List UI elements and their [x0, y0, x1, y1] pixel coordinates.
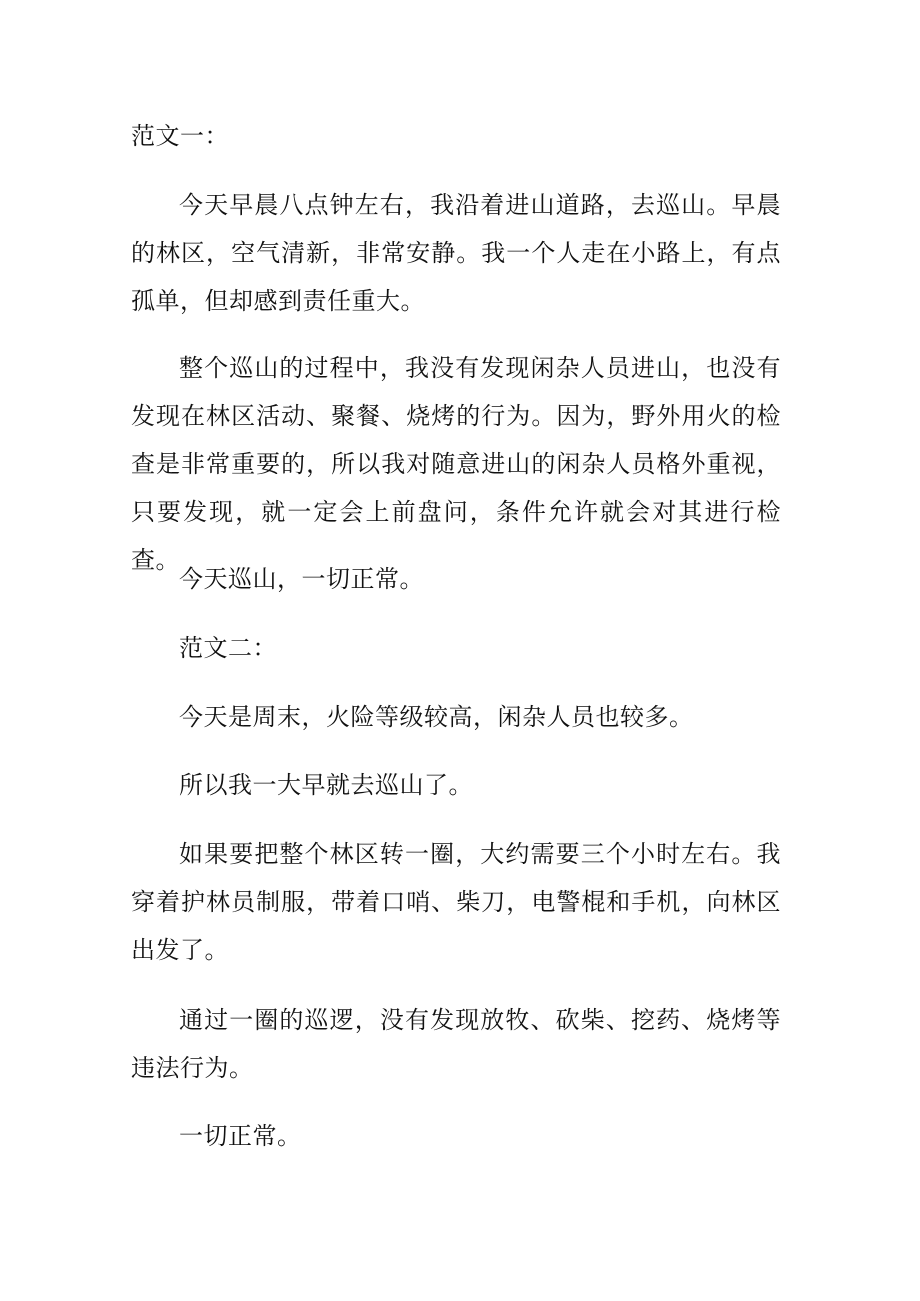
paragraph-6: 如果要把整个林区转一圈，大约需要三个小时左右。我穿着护林员制服，带着口哨、柴刀，电警棍和手机，向林区出发了。 — [131, 840, 781, 964]
paragraph-1: 今天早晨八点钟左右，我沿着进山道路，去巡山。早晨的林区，空气清新，非常安静。我一个人走在小路上，有点孤单，但却感到责任重大。 — [131, 191, 781, 315]
paragraph-2: 整个巡山的过程中，我没有发现闲杂人员进山，也没有发现在林区活动、聚餐、烧烤的行为。因为，野外用火的检查是非常重要的，所以我对随意进山的闲杂人员格外重视，只要发现，就一定会上前盘问，条件允许就会对其进行检查。 — [131, 354, 781, 574]
paragraph-8: 一切正常。 — [179, 1122, 302, 1150]
paragraph-3: 今天巡山，一切正常。 — [179, 565, 424, 593]
section-heading-2: 范文二： — [179, 634, 277, 662]
paragraph-7: 通过一圈的巡逻，没有发现放牧、砍柴、挖药、烧烤等违法行为。 — [131, 1006, 781, 1082]
section-heading-1: 范文一： — [131, 122, 229, 150]
paragraph-5: 所以我一大早就去巡山了。 — [179, 771, 473, 799]
paragraph-4: 今天是周末，火险等级较高，闲杂人员也较多。 — [179, 703, 694, 731]
